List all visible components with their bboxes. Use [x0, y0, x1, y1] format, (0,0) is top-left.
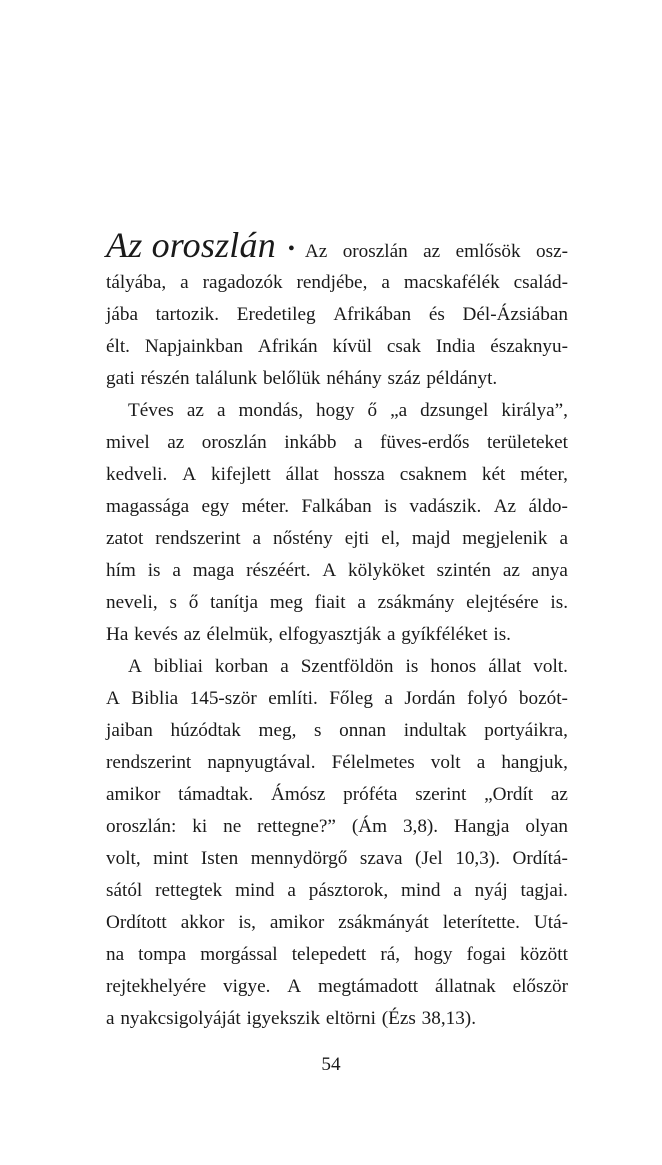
text-line [106, 336, 568, 368]
text-line [106, 816, 568, 848]
word: is [384, 496, 397, 517]
word: maga [192, 560, 235, 581]
word: fiait [314, 592, 346, 613]
text-line: gati részén találunk belőlük néhány száz példányt. [106, 368, 498, 389]
word: (Jel [415, 848, 443, 869]
word: próféta [343, 784, 398, 805]
word: füves-erdős [379, 432, 470, 453]
word: kedveli. [106, 464, 168, 485]
word: mind [235, 880, 275, 901]
word: ő [367, 400, 378, 421]
text-line [106, 400, 568, 432]
word: telepedett [291, 944, 367, 965]
word: szava [359, 848, 403, 869]
word: között [519, 944, 568, 965]
word: rendjébe, [296, 272, 368, 293]
text-line [106, 656, 568, 688]
word: Afrikában [333, 304, 412, 325]
word: szerint [415, 784, 467, 805]
word: Eredetileg [236, 304, 316, 325]
word: anya [531, 560, 568, 581]
word: Ordított [106, 912, 167, 933]
page-number: 54 [321, 1054, 341, 1075]
word: „a [390, 400, 408, 421]
word: vigye. [222, 976, 271, 997]
word: zsákmány [377, 592, 455, 613]
word: A [322, 560, 337, 581]
word: morgással [200, 944, 278, 965]
text-line [106, 720, 568, 752]
word: volt [430, 752, 461, 773]
article-text [106, 224, 568, 1040]
word: két [481, 464, 506, 485]
word: bozót- [518, 688, 568, 709]
word: először [512, 976, 568, 997]
word: Félelmetes [331, 752, 415, 773]
word: a [381, 272, 390, 293]
word: a [287, 880, 296, 901]
word: Téves [128, 400, 174, 421]
word: fogai [466, 944, 506, 965]
word: is [405, 656, 419, 677]
word: oroszlán [201, 432, 267, 453]
word: portyáikra, [484, 720, 568, 741]
word: jába [106, 304, 138, 325]
text-line [106, 752, 568, 784]
word: el, [381, 528, 400, 549]
word: Utá- [533, 912, 568, 933]
word: ne [223, 816, 242, 837]
word: az [167, 432, 185, 453]
entry-title: Az oroszlán [106, 225, 276, 265]
word: Az [493, 496, 517, 517]
word: is. [550, 592, 568, 613]
text-line [106, 944, 568, 976]
word: ki [192, 816, 208, 837]
word: olyan [525, 816, 568, 837]
word: tartozik. [155, 304, 220, 325]
word: s [314, 720, 322, 741]
word: ejti [344, 528, 370, 549]
word: tanítja [210, 592, 259, 613]
word: a [357, 592, 366, 613]
word: nyáj [474, 880, 508, 901]
text-line [106, 688, 568, 720]
text-line [106, 976, 568, 1008]
word: ragadozók [202, 272, 283, 293]
word: kívül [332, 336, 372, 357]
word: meg, [258, 720, 297, 741]
word: a [559, 528, 568, 549]
word: na [106, 944, 125, 965]
word: Afrikán [257, 336, 318, 357]
word: északnyu- [490, 336, 568, 357]
word: Ordítá- [512, 848, 568, 869]
word: oroszlán: [106, 816, 177, 837]
word: amikor [269, 912, 325, 933]
word: hím [106, 560, 136, 581]
word: egy [201, 496, 230, 517]
word: rejtekhelyére [106, 976, 207, 997]
word: hogy [414, 944, 453, 965]
word: az [502, 560, 520, 581]
word: kölyköket [348, 560, 425, 581]
word: mondás, [238, 400, 303, 421]
word: magassága [106, 496, 190, 517]
word: tályába, [106, 272, 167, 293]
text-line [106, 496, 568, 528]
word: az [186, 400, 204, 421]
word: is [147, 560, 161, 581]
word: a [453, 880, 462, 901]
word: bibliai [153, 656, 203, 677]
word: India [435, 336, 476, 357]
word: oroszlán [342, 241, 408, 262]
word: támadtak. [178, 784, 254, 805]
text-line [106, 464, 568, 496]
word: sától [106, 880, 143, 901]
text-line: a nyakcsigolyáját igyekszik eltörni (Ézs 38,13). [106, 1008, 476, 1029]
text-line [106, 432, 568, 464]
word: A [128, 656, 142, 677]
word: meg [269, 592, 303, 613]
word: rendszerint [155, 528, 241, 549]
word: mennydörgő [250, 848, 348, 869]
word: honos [430, 656, 477, 677]
text-line [106, 592, 568, 624]
word: Jordán [404, 688, 456, 709]
word: a [384, 688, 393, 709]
text-line [106, 880, 568, 912]
word: jaiban [106, 720, 153, 741]
word: nőstény [273, 528, 333, 549]
word: a [353, 432, 363, 453]
word: rendszerint [106, 752, 192, 773]
word: Ámósz [270, 784, 326, 805]
word: hossza [333, 464, 385, 485]
word: királya”, [501, 400, 568, 421]
text-line [305, 241, 568, 263]
word: mivel [106, 432, 150, 453]
word: szintén [436, 560, 491, 581]
bullet-separator: • [287, 238, 295, 260]
word: a [172, 560, 181, 581]
word: osz- [536, 241, 568, 262]
text-line: Ha kevés az élelmük, elfogyasztják a gyíkféléket is. [106, 624, 511, 645]
word: a [476, 752, 486, 773]
word: Hangja [454, 816, 510, 837]
word: tompa [138, 944, 187, 965]
word: korban [214, 656, 269, 677]
word: Falkában [301, 496, 372, 517]
word: emlősök [455, 241, 521, 262]
text-line-first [106, 224, 568, 272]
text-line [106, 848, 568, 880]
word: amikor [106, 784, 161, 805]
word: a [180, 272, 189, 293]
word: család- [513, 272, 568, 293]
word: rá, [380, 944, 401, 965]
word: s [169, 592, 177, 613]
word: dzsungel [420, 400, 489, 421]
word: elejtésére [466, 592, 539, 613]
word: volt, [106, 848, 141, 869]
word: „Ordít [484, 784, 534, 805]
word: vadászik. [409, 496, 482, 517]
word: pásztorok, [308, 880, 389, 901]
word: Az [304, 241, 328, 262]
word: akkor [180, 912, 225, 933]
text-line [106, 304, 568, 336]
word: mint [153, 848, 189, 869]
word: területeket [486, 432, 568, 453]
word: és [428, 304, 445, 325]
word: folyó [466, 688, 508, 709]
word: kifejlett [211, 464, 271, 485]
word: Isten [200, 848, 239, 869]
word: a [252, 528, 262, 549]
word: mind [400, 880, 441, 901]
word: állatnak [435, 976, 496, 997]
word: inkább [284, 432, 337, 453]
word: méter, [520, 464, 568, 485]
text-line [106, 912, 568, 944]
word: 10,3). [455, 848, 500, 869]
word: A [106, 688, 120, 709]
word: onnan [339, 720, 387, 741]
word: az [423, 241, 441, 262]
text-line [106, 560, 568, 592]
text-line [106, 784, 568, 816]
word: volt. [533, 656, 568, 677]
word: Főleg [329, 688, 373, 709]
word: majd [411, 528, 451, 549]
word: neveli, [106, 592, 158, 613]
word: állat [488, 656, 522, 677]
word: rettegne?” [257, 816, 336, 837]
word: Napjainkban [144, 336, 243, 357]
word: 3,8). [402, 816, 439, 837]
word: 145-ször [189, 688, 257, 709]
text-line [106, 528, 568, 560]
word: áldo- [528, 496, 568, 517]
word: indultak [403, 720, 467, 741]
word: Dél-Ázsiában [462, 304, 568, 325]
text-line [106, 272, 568, 304]
word: Biblia [131, 688, 179, 709]
word: megtámadott [317, 976, 419, 997]
word: A [182, 464, 197, 485]
word: tagjai. [520, 880, 568, 901]
word: megjelenik [462, 528, 548, 549]
word: a [280, 656, 289, 677]
word: csak [386, 336, 421, 357]
word: csaknem [399, 464, 467, 485]
word: említi. [268, 688, 318, 709]
word: a [216, 400, 226, 421]
word: zatot [106, 528, 144, 549]
word: részéért. [246, 560, 311, 581]
word: méter. [241, 496, 290, 517]
word: hangjuk, [501, 752, 568, 773]
word: az [550, 784, 568, 805]
word: A [287, 976, 302, 997]
word: állat [285, 464, 319, 485]
word: rettegtek [155, 880, 223, 901]
word: ő [188, 592, 199, 613]
word: (Ám [351, 816, 388, 837]
word: hogy [316, 400, 355, 421]
word: macskafélék [403, 272, 500, 293]
word: húzódtak [170, 720, 241, 741]
word: élt. [106, 336, 130, 357]
word: napnyugtával. [207, 752, 316, 773]
word: Szentföldön [300, 656, 394, 677]
word: leterítette. [442, 912, 520, 933]
word: zsákmányát [338, 912, 429, 933]
word: is, [238, 912, 256, 933]
